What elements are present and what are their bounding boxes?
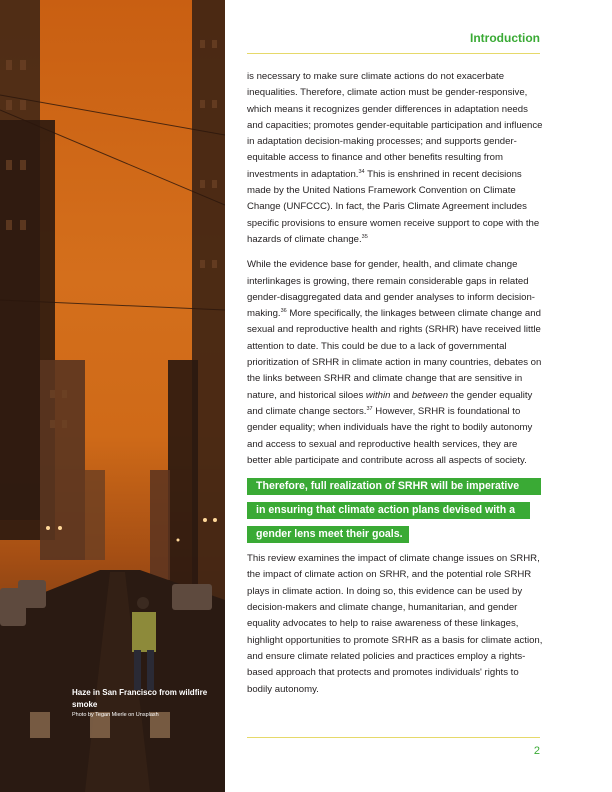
pull-quote-line: gender lens meet their goals. — [247, 526, 409, 543]
italic-between: between — [411, 389, 449, 401]
header-rule — [247, 53, 540, 54]
section-title: Introduction — [470, 31, 540, 45]
photo-credit: Photo by Tegan Mierle on Unsplash — [72, 712, 159, 718]
paragraph-2-text-a: While the evidence base for gender, health, and climate change interlinkages is growing, there remain considerable gaps in related gender-disaggregated data and gender analyses to inform decision-making. — [247, 259, 535, 320]
footnote-ref-35: 35 — [361, 233, 368, 240]
paragraph-2-text-b: More specifically, the linkages between climate change and sexual and reproductive health and rights (SRHR) have received little attention to date. This could be due to a lack of governmental prioritization of SRHR in climate action in many countries, debates on the links between SRHR and climate change that are sensitive in nature, and historical siloes — [247, 308, 542, 401]
page-number: 2 — [533, 745, 540, 757]
paragraph-3: This review examines the impact of climate change issues on SRHR, the impact of climate action on SRHR, and the potential role SRHR plays in climate action. In doing so, this evidence can be used by decision-makers and climate change, humanitarian, and gender equality advocates to help to raise awareness of these linkages, highlight opportunities to promote SRHR as a basis for climate action, and ensure climate related policies and practices employ a rights-based approach that protects and promotes individuals' rights to bodily autonomy. — [247, 553, 543, 695]
italic-within: within — [365, 389, 391, 401]
paragraph-2 — [247, 257, 543, 469]
paragraph-1-text-b: This is enshrined in recent decisions made by the United Nations Framework Convention on Climate Change (UNFCCC). In fact, the Paris Climate Agreement includes specific provisions to ensure women receive support to cope with the hazards of climate change. — [247, 168, 540, 245]
photo-caption — [72, 687, 212, 719]
paragraph-1 — [247, 69, 543, 248]
footnote-ref-36: 36 — [280, 307, 287, 314]
footer-rule — [247, 737, 540, 738]
city-street-illustration — [0, 0, 225, 792]
paragraph-2-text-e: However, SRHR is foundational to gender equality; when individuals have the right to bodily autonomy and access to sexual and reproductive health services, they are better able participate and contribute across all aspects of society. — [247, 405, 533, 466]
photo-caption-title: Haze in San Francisco from wildfire smoke — [72, 688, 208, 709]
paragraph-2-text-c: and — [390, 389, 412, 401]
pull-quote — [247, 478, 543, 543]
footnote-ref-34: 34 — [358, 168, 365, 175]
paragraph-1-text-a: is necessary to make sure climate actions do not exacerbate inequalities. Therefore, climate action must be gender-responsive, which means it recognizes gender differences in adaptation needs and capacities; promotes gender-equitable participation and influence in adaptation decision-making processes; and supports gender-equitable access to finance and other benefits resulting from investments in adaptation. — [247, 71, 543, 180]
paragraph-2-text-d: the gender equality and climate change sectors. — [247, 389, 533, 417]
body-text — [247, 69, 543, 707]
footnote-ref-37: 37 — [366, 405, 373, 412]
pull-quote-line: Therefore, full realization of SRHR will be imperative — [247, 478, 541, 495]
pull-quote-line: in ensuring that climate action plans devised with a — [247, 502, 530, 519]
cover-photo — [0, 0, 225, 792]
